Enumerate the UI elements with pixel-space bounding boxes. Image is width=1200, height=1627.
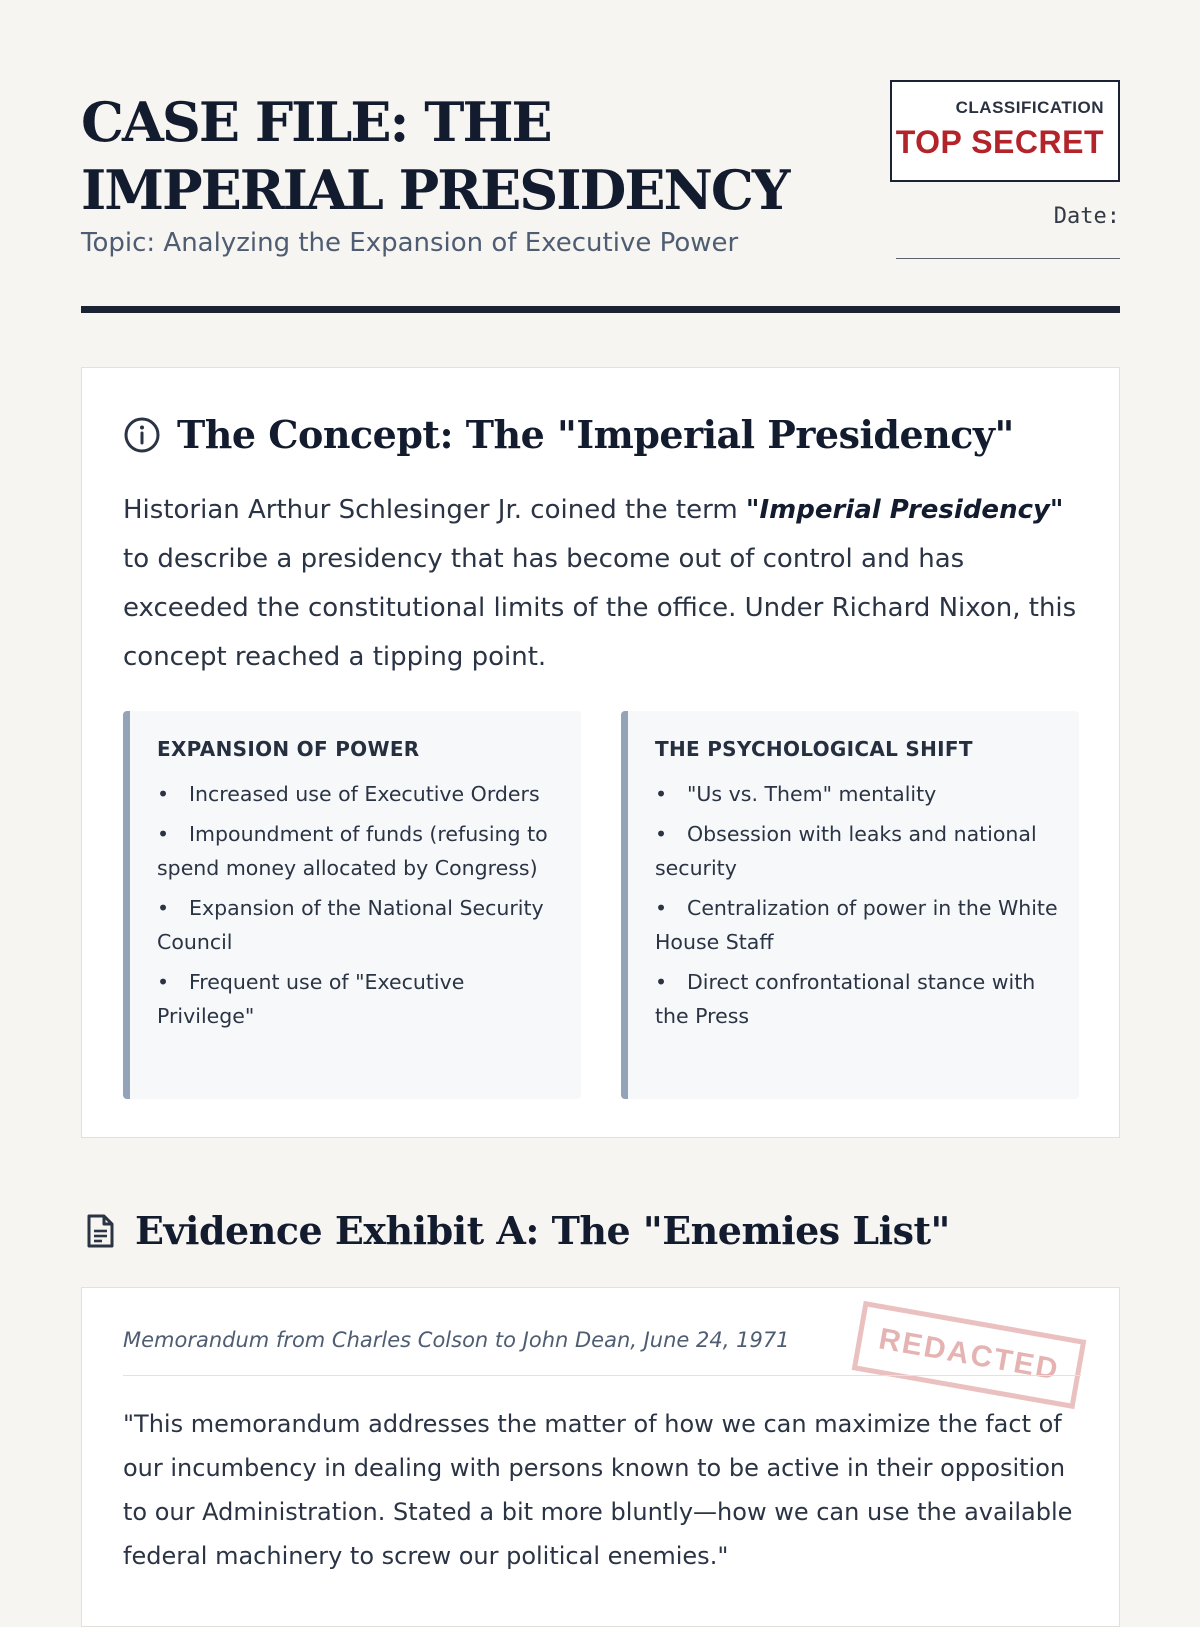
panel-heading: THE PSYCHOLOGICAL SHIFT bbox=[655, 737, 973, 761]
memo-quote: "This memorandum addresses the matter of how we can maximize the fact of our incumbency in dealing with persons known to be active in their opposition to our Administration. Stated a bit more bluntly—how we can use the available federal machinery to screw our political enemies." bbox=[123, 1410, 1073, 1570]
info-icon bbox=[123, 416, 161, 454]
list-item: • Centralization of power in the White House Staff bbox=[655, 891, 1059, 959]
page-header bbox=[81, 0, 1120, 316]
memo-divider bbox=[123, 1375, 1081, 1376]
case-file-page bbox=[81, 0, 1120, 1570]
list-item: • Increased use of Executive Orders bbox=[157, 777, 561, 811]
panel-psychological-shift bbox=[621, 711, 1079, 1099]
memo-source: Memorandum from Charles Colson to John Dean, June 24, 1971 bbox=[123, 1328, 790, 1352]
concept-card bbox=[81, 367, 1120, 1138]
classification-box bbox=[890, 80, 1120, 182]
page-title: CASE FILE: THE IMPERIAL PRESIDENCY bbox=[81, 90, 789, 222]
classification-value: TOP SECRET bbox=[895, 124, 1104, 160]
classification-label: CLASSIFICATION bbox=[955, 98, 1104, 117]
intro-text-start: Historian Arthur Schlesinger Jr. coined the term bbox=[123, 495, 746, 525]
page-topic: Topic: Analyzing the Expansion of Executive Power bbox=[81, 228, 739, 258]
concept-title: The Concept: The "Imperial Presidency" bbox=[177, 412, 1014, 457]
panel-list bbox=[655, 777, 1059, 1033]
evidence-header bbox=[81, 1208, 950, 1253]
panel-expansion-of-power bbox=[123, 711, 581, 1099]
document-icon bbox=[81, 1212, 119, 1250]
panel-heading: EXPANSION OF POWER bbox=[157, 737, 420, 761]
concept-header bbox=[123, 412, 1014, 457]
list-item: • Direct confrontational stance with the Press bbox=[655, 965, 1059, 1033]
redacted-stamp: REDACTED bbox=[852, 1301, 1087, 1409]
list-item: • Impoundment of funds (refusing to spend money allocated by Congress) bbox=[157, 817, 561, 885]
header-divider bbox=[81, 306, 1120, 313]
evidence-title: Evidence Exhibit A: The "Enemies List" bbox=[135, 1208, 950, 1253]
intro-text-end: to describe a presidency that has become out of control and has exceeded the constitutional limits of the office. Under Richard Nixon, this concept reached a tipping point. bbox=[123, 544, 1077, 672]
panel-list bbox=[157, 777, 561, 1033]
concept-intro bbox=[123, 486, 1083, 682]
intro-term: "Imperial Presidency" bbox=[745, 495, 1064, 525]
list-item: • Obsession with leaks and national security bbox=[655, 817, 1059, 885]
list-item: • Expansion of the National Security Council bbox=[157, 891, 561, 959]
list-item: • "Us vs. Them" mentality bbox=[655, 777, 1059, 811]
evidence-card bbox=[81, 1287, 1120, 1627]
list-item: • Frequent use of "Executive Privilege" bbox=[157, 965, 561, 1033]
date-label: Date: bbox=[1053, 204, 1120, 229]
date-field-line bbox=[896, 258, 1120, 259]
